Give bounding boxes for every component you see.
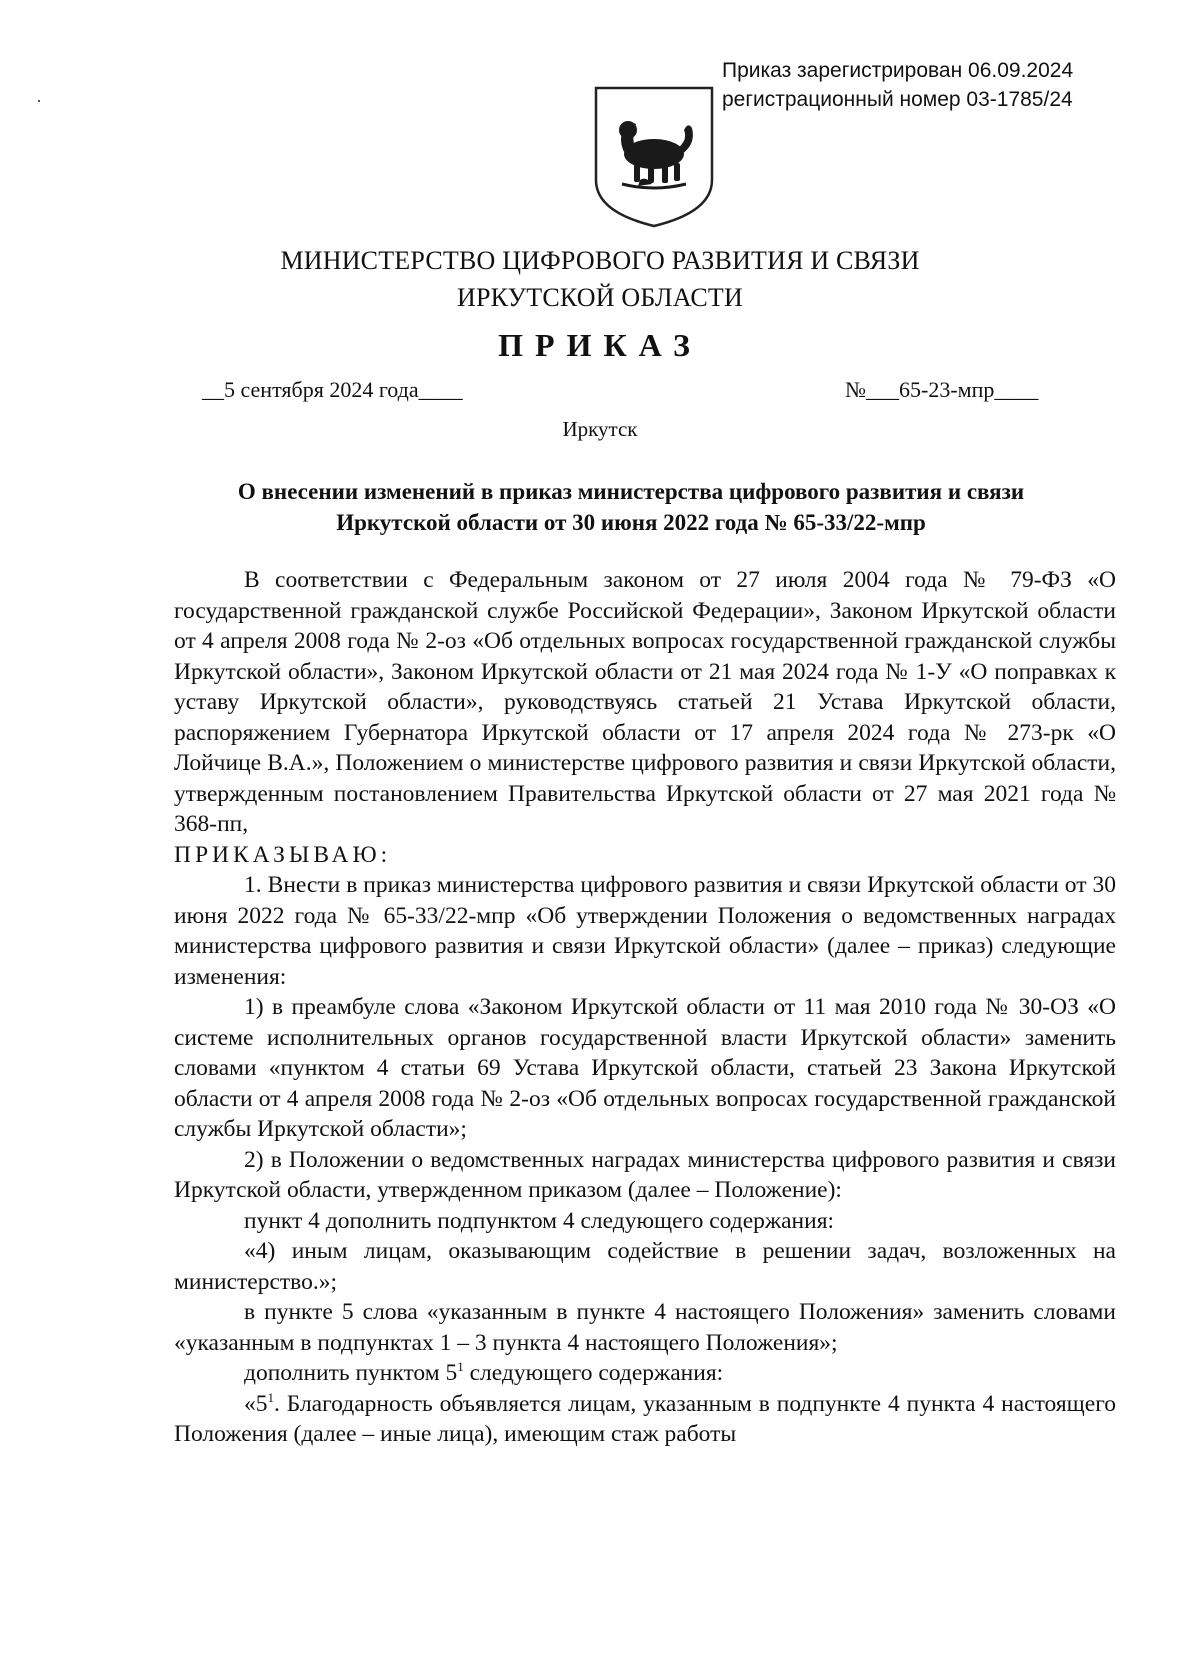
registration-number: регистрационный номер 03-1785/24 [722, 88, 1073, 111]
item-1-2-c-paragraph: в пункте 5 слова «указанным в пункте 4 настоящего Положения» заменить словами «указанным в подпунктах 1 – 3 пункта 4 настоящего Положения»; [174, 1299, 1116, 1356]
subject-line2: Иркутской области от 30 июня 2022 года № 65-33/22-мпр [336, 510, 926, 535]
subject-line1: О внесении изменений в приказ министерства цифрового развития и связи [237, 479, 1025, 504]
irkutsk-coat-of-arms-icon [592, 84, 716, 230]
item-1-2-a-paragraph: пункт 4 дополнить подпунктом 4 следующего содержания: [244, 1207, 835, 1234]
item-1-2-b-paragraph: «4) иным лицам, оказывающим содействие в решении задач, возложенных на министерство.»; [174, 1238, 1116, 1295]
item-1-2-paragraph: 2) в Положении о ведомственных наградах министерства цифрового развития и связи Иркутской области, утвержденном приказом (далее – Положение): [174, 1146, 1116, 1203]
preamble-paragraph: В соответствии с Федеральным законом от 27 июля 2004 года № 79-ФЗ «О государственной гражданской службе Российской Федерации», Законом Иркутской области от 4 апреля 2008 года № 2-оз «Об отдельных вопросах государственной гражданской службы Иркутской области», Законом Иркутской области от 21 мая 2024 года № 1-У «О поправках к уставу Иркутской области», руководствуясь статьей 21 Устава Иркутской области, распоряжением Губернатора Иркутской области от 17 апреля 2024 года № 273-рк «О Лойчице В.А.», Положением о министерстве цифрового развития и связи Иркутской области, утвержденным постановлением Правительства Иркутской области от 27 мая 2021 года № 368-пп, [174, 567, 1116, 837]
registration-stamp [722, 56, 1073, 114]
order-body [174, 565, 1116, 1450]
order-number: №___65-23-мпр____ [845, 377, 1039, 402]
item-1-2-d-paragraph: дополнить пунктом $5^1$ следующего содержания: [244, 1359, 724, 1386]
scan-speck [38, 100, 40, 102]
order-subject [150, 476, 1112, 538]
ministry-name-line1: МИНИСТЕРСТВО ЦИФРОВОГО РАЗВИТИЯ И СВЯЗИ [280, 246, 920, 275]
ministry-name [0, 242, 1200, 316]
item-1-2-e-paragraph: «$5^1$. Благодарность объявляется лицам, указанным в подпункте 4 пункта 4 настоящего Положения (далее – иные лица), имеющим стаж работы [174, 1389, 1116, 1447]
order-date: __5 сентября 2024 года____ [202, 377, 463, 402]
item-1-1-paragraph: 1) в преамбуле слова «Законом Иркутской области от 11 мая 2010 года № 30-ОЗ «О системе исполнительных органов государственной власти Иркутской области» заменить словами «пунктом 4 статьи 69 Устава Иркутской области, статьей 23 Закона Иркутской области от 4 апреля 2008 года № 2-оз «Об отдельных вопросах государственной гражданской службы Иркутской области»; [174, 994, 1116, 1142]
registration-date: Приказ зарегистрирован 06.09.2024 [722, 59, 1074, 82]
ministry-name-line2: ИРКУТСКОЙ ОБЛАСТИ [456, 283, 743, 312]
order-city: Иркутск [562, 417, 638, 441]
item-1-paragraph: 1. Внести в приказ министерства цифрового развития и связи Иркутской области от 30 июня 2022 года № 65-33/22-мпр «Об утверждении Положения о ведомственных наградах министерства цифрового развития и связи Иркутской области» (далее – приказ) следующие изменения: [174, 872, 1116, 990]
document-type: ПРИКАЗ [498, 327, 702, 363]
order-word: ПРИКАЗЫВАЮ: [174, 841, 392, 868]
